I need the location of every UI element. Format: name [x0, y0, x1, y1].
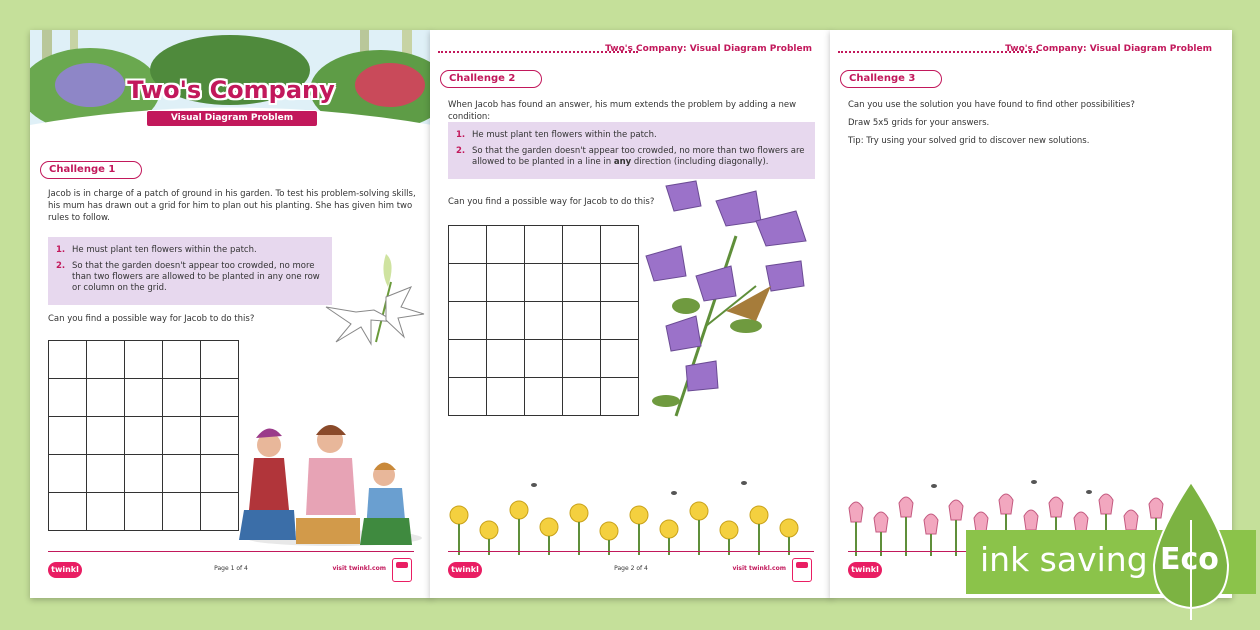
twinkl-logo[interactable]: twinkl	[448, 562, 482, 578]
banner-subtitle: Visual Diagram Problem	[146, 110, 318, 127]
challenge-2-intro: When Jacob has found an answer, his mum extends the problem by adding a new condition:	[448, 100, 797, 122]
challenge-3-line-3: Tip: Try using your solved grid to discover new solutions.	[848, 136, 1090, 146]
rule-1: 1. He must plant ten flowers within the patch.	[456, 130, 657, 140]
family-planting-illustration	[234, 400, 424, 550]
rule-1: 1. He must plant ten flowers within the patch.	[56, 245, 257, 255]
challenge-1-question: Can you find a possible way for Jacob to do this?	[48, 314, 255, 324]
site-link[interactable]: visit twinkl.com	[732, 565, 786, 572]
eco-label: Eco	[1160, 542, 1219, 577]
eco-banner-text: ink saving	[980, 540, 1148, 579]
twinkl-logo[interactable]: twinkl	[848, 562, 882, 578]
rule-2: 2. So that the garden doesn't appear too crowded, no more than two flowers are allowed to be planted in a line in any direction (including diagonally).	[456, 146, 805, 167]
challenge-1-intro: Jacob is in charge of a patch of ground in his garden. To test his problem-solving skills, his mum has drawn out a grid for him to plan out his planting. She has given him two rules to follow.	[48, 189, 416, 223]
rule-2: 2. So that the garden doesn't appear too crowded, no more than two flowers are allowed to be planted in any one row or column on the grid.	[56, 261, 320, 293]
challenge-2-grid[interactable]	[448, 225, 639, 416]
challenge-2-label: Challenge 2	[440, 70, 542, 88]
challenge-2-rules	[448, 122, 815, 179]
quality-badge-icon	[392, 558, 412, 582]
challenge-3-line-2: Draw 5x5 grids for your answers.	[848, 118, 990, 128]
worksheet-page-2	[430, 30, 832, 598]
page-number: Page 1 of 4	[214, 565, 248, 572]
daffodil-border-illustration	[444, 475, 814, 555]
banner-title: Two's Company	[127, 76, 335, 104]
header-title: Two's Company: Visual Diagram Problem	[605, 44, 812, 54]
challenge-3-line-1: Can you use the solution you have found to find other possibilities?	[848, 100, 1135, 110]
site-link[interactable]: visit twinkl.com	[332, 565, 386, 572]
twinkl-logo[interactable]: twinkl	[48, 562, 82, 578]
challenge-2-question: Can you find a possible way for Jacob to do this?	[448, 197, 655, 207]
challenge-3-label: Challenge 3	[840, 70, 942, 88]
quality-badge-icon	[792, 558, 812, 582]
page-number: Page 2 of 4	[614, 565, 648, 572]
worksheet-page-1	[30, 30, 432, 598]
footer-divider	[448, 551, 814, 552]
footer-divider	[48, 551, 414, 552]
challenge-1-grid[interactable]	[48, 340, 239, 531]
purple-bellflower-illustration	[626, 176, 826, 421]
header-title: Two's Company: Visual Diagram Problem	[1005, 44, 1212, 54]
challenge-1-label: Challenge 1	[40, 161, 142, 179]
challenge-1-rules	[48, 237, 332, 305]
lily-flower-illustration	[316, 252, 426, 347]
